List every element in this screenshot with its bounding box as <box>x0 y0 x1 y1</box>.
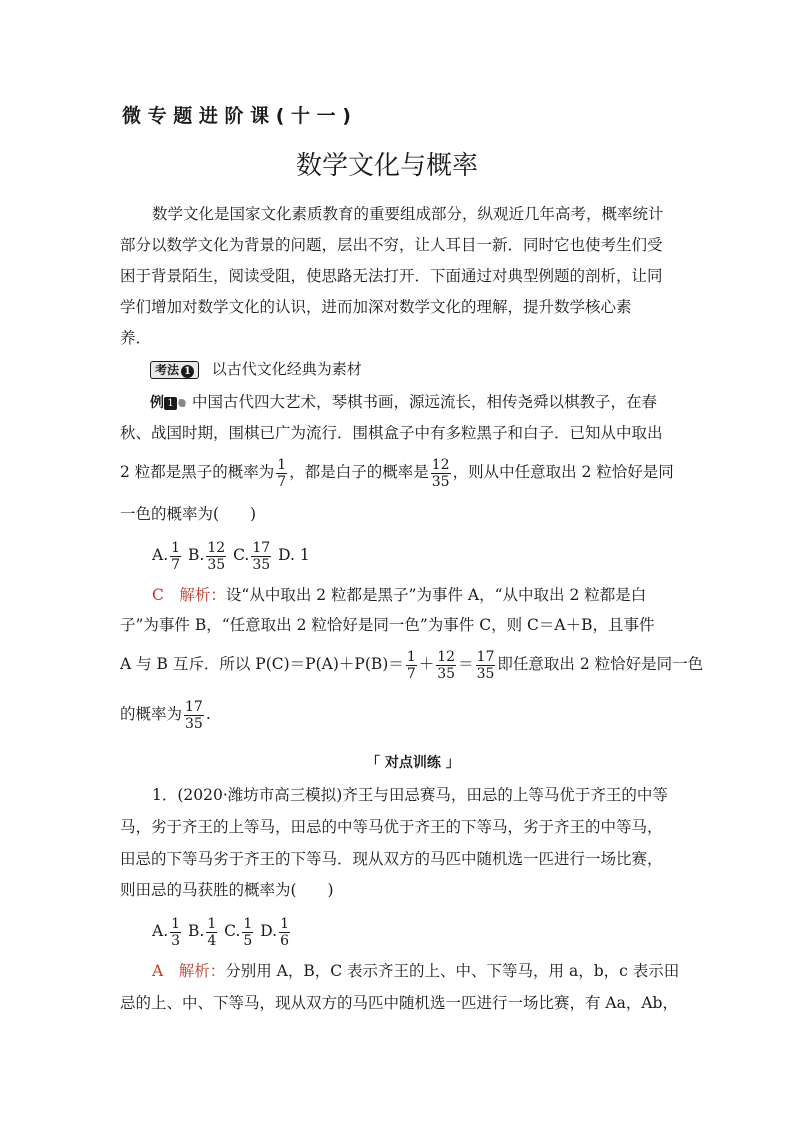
solution-line-2: 子”为事件 B，“任意取出 2 粒恰好是同一色”为事件 C，则 C＝A＋B，且事件 <box>120 616 655 634</box>
solution-label: 解析： <box>178 962 226 980</box>
page-title: 数学文化与概率 <box>296 151 479 181</box>
answer-letter: C <box>152 586 164 604</box>
training-heading: 「 对点训练 」 <box>366 755 460 771</box>
fraction: $\frac{12}{35}$ <box>431 456 450 490</box>
section-heading <box>150 358 362 380</box>
example-line-2: 秋、战国时期，围棋已广为流行．围棋盒子中有多粒黑子和白子．已知从中取出 <box>120 424 663 442</box>
fraction: $\frac{1}{7}$ <box>277 456 287 490</box>
option-c-fraction: $\frac{17}{35}$ <box>252 539 271 573</box>
option-a-fraction: $\frac{1}{3}$ <box>171 915 181 949</box>
solution-label: 解析： <box>179 586 226 604</box>
section-badge-number: 1 <box>181 365 194 378</box>
option-b-fraction: $\frac{12}{35}$ <box>207 539 226 573</box>
question-1-line-4: 则田忌的马获胜的概率为( ) <box>120 881 334 899</box>
section-title: 以古代文化经典为素材 <box>211 360 362 378</box>
question-1-options: A. $\frac{1}{3}$ B. $\frac{1}{4}$ C. $\frac{1}{5}$ D. $\frac{1}{6}$ <box>152 915 289 949</box>
example-number: 1 <box>164 397 177 410</box>
example-line-1 <box>150 391 657 414</box>
intro-line-2: 部分以数学文化为背景的问题，层出不穷，让人耳目一新．同时它也使考生们受 <box>120 236 663 254</box>
leaf-icon <box>177 399 188 407</box>
option-b-fraction: $\frac{1}{4}$ <box>207 915 217 949</box>
fraction: $\frac{12}{35}$ <box>437 648 456 682</box>
solution-line-3: A 与 B 互斥．所以 P(C)＝P(A)＋P(B)＝ $\frac{1}{7}$ ＋ $\frac{12}{35}$ ＝ $\frac{17}{35}$ 即任意取出 2 粒恰好是同一色 <box>120 648 704 682</box>
fraction: $\frac{17}{35}$ <box>476 648 495 682</box>
intro-line-1: 数学文化是国家文化素质教育的重要组成部分，纵观近几年高考，概率统计 <box>152 205 664 223</box>
option-d-value: 1 <box>299 546 310 564</box>
intro-line-4: 学们增加对数学文化的认识，进而加深对数学文化的理解，提升数学核心素 <box>120 298 632 316</box>
question-1-solution-line-2: 忌的上、中、下等马，现从双方的马匹中随机选一匹进行一场比赛，有 Aa，Ab， <box>120 994 678 1012</box>
answer-letter: A <box>152 962 164 980</box>
intro-line-5: 养． <box>120 329 152 347</box>
question-1-line-1: 1．(2020·潍坊市高三模拟)齐王与田忌赛马，田忌的上等马优于齐王的中等 <box>152 786 668 804</box>
option-c-fraction: $\frac{1}{5}$ <box>243 915 253 949</box>
solution-line-1: C 解析：设“从中取出 2 粒都是黑子”为事件 A，“从中取出 2 粒都是白 <box>152 586 647 604</box>
question-1-line-3: 田忌的下等马劣于齐王的下等马．现从双方的马匹中随机选一匹进行一场比赛， <box>120 850 663 868</box>
fraction: $\frac{1}{7}$ <box>406 648 416 682</box>
question-1-line-2: 马，劣于齐王的上等马，田忌的中等马优于齐王的下等马，劣于齐王的中等马， <box>120 818 663 836</box>
solution-line-4: 的概率为 $\frac{17}{35}$ . <box>120 698 211 732</box>
question-1-solution-line-1: A 解析：分别用 A，B，C 表示齐王的上、中、下等马，用 a，b，c 表示田 <box>152 962 680 980</box>
fraction: $\frac{17}{35}$ <box>185 698 203 732</box>
option-a-fraction: $\frac{1}{7}$ <box>171 539 181 573</box>
example-options: A. $\frac{1}{7}$ B. $\frac{12}{35}$ C. $\frac{17}{35}$ D. 1 <box>152 539 310 573</box>
section-badge: 考法 1 <box>150 361 199 379</box>
option-d-fraction: $\frac{1}{6}$ <box>280 915 289 949</box>
example-line-3: 2 粒都是黑子的概率为 $\frac{1}{7}$ ，都是白子的概率是 $\frac{12}{35}$ ，则从中任意取出 2 粒恰好是同 <box>120 456 674 490</box>
series-title: 微 专 题 进 阶 课 ( 十 一 ) <box>122 105 351 127</box>
example-line-4: 一色的概率为( ) <box>120 505 257 523</box>
example-text: 中国古代四大艺术，琴棋书画，源远流长，相传尧舜以棋教子，在春 <box>192 393 658 411</box>
intro-line-3: 困于背景陌生，阅读受阻，使思路无法打开．下面通过对典型例题的剖析，让同 <box>120 267 663 285</box>
example-label: 例 <box>150 395 164 411</box>
